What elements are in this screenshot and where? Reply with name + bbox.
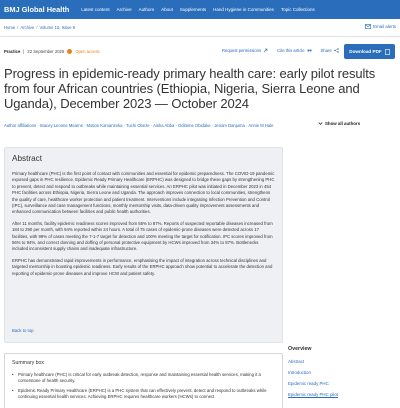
share-label: Share bbox=[320, 48, 332, 53]
chevron-down-icon bbox=[318, 121, 323, 126]
article-title: Progress in epidemic-ready primary health care: early pilot results from four African countries (Ethiopia, Nigeria, Sierra Leone and Uganda), December 2023 — October 2024 bbox=[4, 66, 376, 111]
open-access-icon bbox=[67, 49, 72, 54]
request-permissions-label: Request permissions bbox=[222, 48, 262, 53]
nav-supplements[interactable]: Supplements bbox=[179, 7, 207, 12]
overview-link-epidemic-ready-phc-pilot[interactable]: Epidemic ready PHC pilot bbox=[288, 392, 339, 397]
journal-brand-logo[interactable]: BMJ Global Health bbox=[4, 5, 70, 14]
envelope-icon bbox=[365, 24, 371, 29]
overview-panel bbox=[288, 346, 396, 402]
overview-heading: Overview bbox=[288, 346, 312, 352]
article-section: Practice bbox=[4, 49, 21, 54]
article-actions bbox=[222, 48, 339, 53]
abstract-paragraph: ERPHC has demonstrated rapid improvements in performance, emphasising the impact of integration across technical disciplines and targeted mentorship in boosting epidemic readiness. Early results of the ERPHC approach show potential to accelerate the detection and reporting of epidemic-prone diseases and improve HCW and patient safety. bbox=[12, 257, 273, 276]
abstract-paragraph: After 11 months, facility epidemic readiness scores improved from 55% to 87%. Reports of suspected reportable diseases increased from 184 to 290 per month, with 94% reported within 24 hours. A total of 75 cases of epidemic-prone diseases were detected across 17 facilities, with 99% of cases meeting the 7-1-7 target for detection and 100% meeting the target for notification. IPC scores improved from 56% to 94%, and correct donning and doffing of personal protective equipment by HCWs improved from 34% to 87%. Bottlenecks included inconsistent supply chains and inadequate infrastructure. bbox=[12, 220, 273, 252]
breadcrumb-home[interactable]: Home bbox=[4, 25, 16, 30]
overview-link-abstract[interactable]: Abstract bbox=[288, 359, 305, 364]
show-all-authors-button[interactable] bbox=[318, 121, 360, 126]
publication-date: 22 September 2025 bbox=[27, 49, 65, 54]
back-to-top-link[interactable]: Back to top bbox=[12, 328, 34, 333]
breadcrumb-volume[interactable]: Volume 10, Issue 9 bbox=[39, 25, 76, 30]
overview-link-epidemic-ready-phc[interactable]: Epidemic ready PHC bbox=[288, 381, 329, 386]
summary-box bbox=[4, 353, 283, 408]
nav-hand-hygiene[interactable]: Hand Hygiene in Communities bbox=[213, 7, 274, 12]
top-nav-menu bbox=[81, 7, 314, 12]
breadcrumb-separator: / bbox=[17, 25, 19, 30]
share-icon bbox=[334, 48, 339, 53]
abstract-section bbox=[4, 147, 283, 343]
cite-article-link[interactable] bbox=[277, 48, 311, 53]
download-pdf-label: Download PDF bbox=[349, 49, 382, 54]
breadcrumb bbox=[4, 25, 75, 30]
open-access-label: Open access bbox=[75, 49, 100, 54]
summary-list bbox=[12, 372, 275, 401]
abstract-heading: Abstract bbox=[12, 154, 43, 163]
nav-topic-collections[interactable]: Topic Collections bbox=[280, 7, 315, 12]
email-alerts-label: Email alerts bbox=[373, 24, 396, 29]
article-meta-row bbox=[4, 49, 100, 54]
author-list[interactable]: Author affiliations · Stacey Leonne Mearns · Motion Kamanzeka · Tuchi Obeze · Aisha Abba · Oditeme Obidake · Jenam Danjuma · Annie M Hale bbox=[4, 123, 274, 128]
request-permissions-link[interactable] bbox=[222, 48, 268, 53]
share-link[interactable] bbox=[321, 48, 339, 53]
summary-heading: Summary box bbox=[12, 360, 44, 366]
divider bbox=[0, 36, 400, 37]
show-all-authors-label: Show all authors bbox=[325, 121, 361, 126]
overview-link-introduction[interactable]: Introduction bbox=[288, 370, 311, 375]
summary-item: • Epidemic Ready Primary Healthcare (ERPHC) is a PHC system that can effectively prevent, detect and respond to outbreaks while continuing essential health services. Achieving ERPHC requires healthcare workers (HCWs) to connect bbox=[12, 388, 275, 401]
cite-article-label: Cite this article bbox=[277, 48, 305, 53]
email-alerts-link[interactable] bbox=[365, 24, 396, 29]
breadcrumb-archive[interactable]: Archive bbox=[20, 25, 35, 30]
nav-about[interactable]: About bbox=[161, 7, 173, 12]
breadcrumb-separator: / bbox=[36, 25, 38, 30]
meta-separator: | bbox=[23, 49, 25, 54]
document-icon bbox=[385, 49, 390, 55]
summary-item: • Primary healthcare (PHC) is critical for early outbreak detection, response and maintaining essential health services, making it a cornerstone of health security. bbox=[12, 372, 275, 385]
top-navigation-bar bbox=[0, 0, 400, 19]
download-pdf-button[interactable] bbox=[344, 44, 395, 59]
external-link-icon bbox=[263, 48, 268, 53]
nav-latest-content[interactable]: Latest content bbox=[81, 7, 110, 12]
nav-archive[interactable]: Archive bbox=[116, 7, 132, 12]
nav-authors[interactable]: Authors bbox=[138, 7, 155, 12]
abstract-paragraph: Primary healthcare (PHC) is the first point of contact with communities and essential for epidemic preparedness. The COVID-19 pandemic exposed gaps in PHC resilience. Epidemic Ready Primary Healthcare (ERPHC) was designed to bridge these gaps by strengthening PHC to prevent, detect and respond to outbreaks while maintaining essential services. An ERPHC pilot was initiated in December 2023 in 454 PHC facilities across Ethiopia, Nigeria, Sierra Leone and Uganda. The approach improves connection to local communities, strengthens the quality of care, healthcare worker protection and patient treatment. Interventions include integrating Infection Prevention and Control (IPC), surveillance and case management functions, monthly mentorship visits, data-driven quality improvement assessments and enhanced communication between facilities and public health authorities. bbox=[12, 171, 275, 215]
quote-icon bbox=[307, 48, 312, 53]
